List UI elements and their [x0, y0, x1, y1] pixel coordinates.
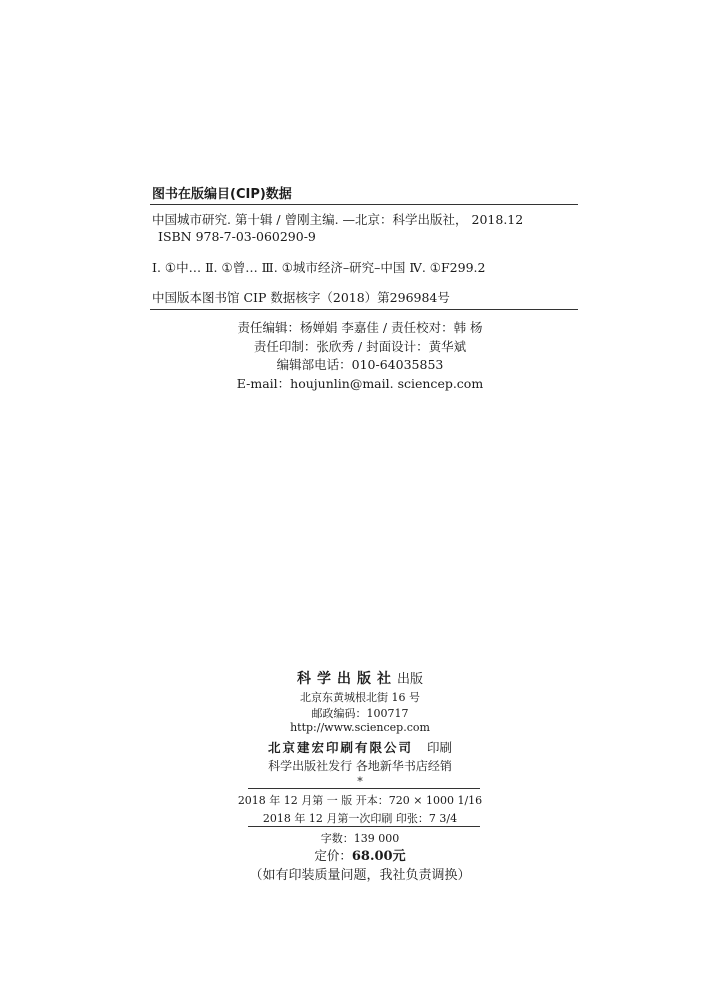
postcode: 邮政编码：100717: [311, 707, 409, 720]
cip-isbn: ISBN 978-7-03-060290-9: [158, 229, 316, 244]
impression-info: 2018 年 12 月第一次印刷 印张：7 3/4: [262, 812, 458, 825]
quality-note: （如有印装质量问题，我社负责调换）: [249, 868, 471, 883]
editorial-phone: 编辑部电话：010-64035853: [276, 357, 444, 372]
publisher-suffix: 出版: [396, 672, 423, 687]
publisher-address: 北京东黄城根北街 16 号: [300, 691, 420, 704]
price-label: 定价：: [314, 848, 352, 863]
price-line: [0, 845, 720, 864]
edition-bottom-rule: [248, 826, 480, 827]
word-count: 字数：139 000: [320, 832, 400, 845]
price-value: 68.00元: [351, 849, 406, 864]
editorial-email: E-mail：houjunlin@mail. sciencep.com: [236, 376, 484, 391]
website: http://www.sciencep.com: [290, 721, 430, 734]
cip-heading: 图书在版编目(CIP)数据: [152, 187, 292, 202]
cip-record-number: 中国版本图书馆 CIP 数据核字（2018）第296984号: [152, 290, 450, 305]
cip-classification: Ⅰ. ①中… Ⅱ. ①曾… Ⅲ. ①城市经济–研究–中国 Ⅳ. ①F299.2: [152, 260, 486, 275]
cip-bottom-rule: [150, 309, 578, 310]
separator-asterisk: *: [357, 775, 363, 788]
printer-line: [0, 738, 720, 756]
edition-top-rule: [248, 788, 480, 789]
printer-suffix: 印刷: [427, 740, 453, 755]
edition-info: 2018 年 12 月第 一 版 开本：720 × 1000 1/16: [237, 794, 483, 807]
distribution: 科学出版社发行 各地新华书店经销: [268, 759, 452, 773]
cip-top-rule: [150, 204, 578, 205]
printer-name: 北京建宏印刷有限公司: [267, 740, 413, 755]
publisher-line: [0, 668, 720, 688]
cip-title-line: 中国城市研究. 第十辑 / 曾刚主编. —北京：科学出版社， 2018.12: [152, 212, 524, 227]
publisher-name: 科学出版社: [296, 671, 397, 687]
editors-credit: 责任编辑：杨婵娟 李嘉佳 / 责任校对：韩 杨: [237, 320, 483, 335]
production-credit: 责任印制：张欣秀 / 封面设计：黄华斌: [253, 339, 467, 354]
